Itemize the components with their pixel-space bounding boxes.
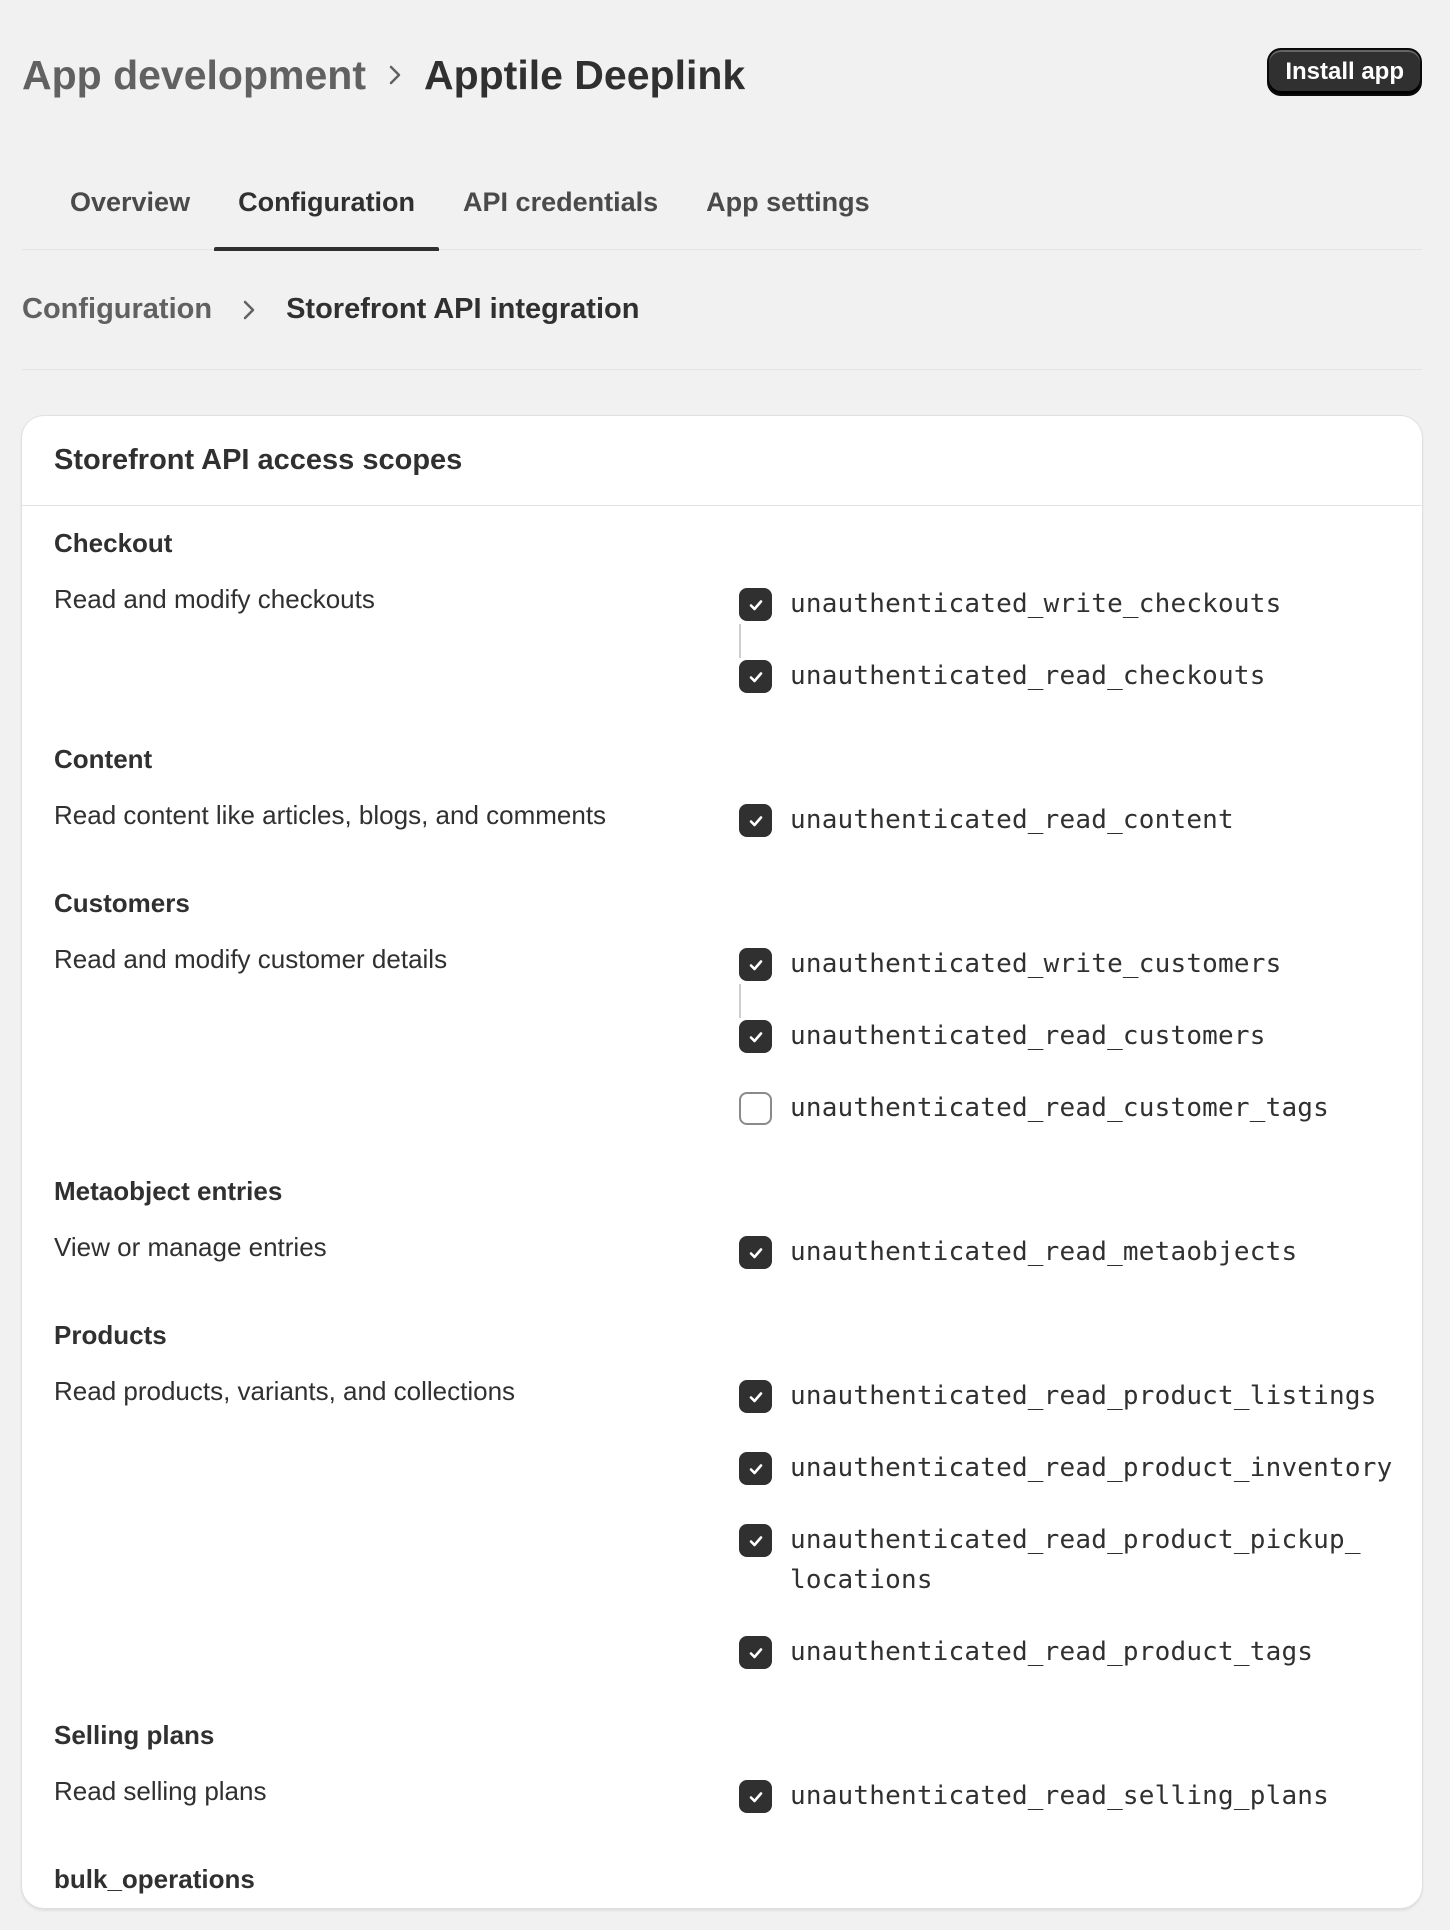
- chevron-right-icon: [366, 63, 424, 87]
- checkbox-checked[interactable]: [739, 1636, 772, 1669]
- scope-row[interactable]: [739, 1780, 1329, 1816]
- scope-name: unauthenticated_read_content: [790, 805, 1234, 835]
- scope-row[interactable]: [739, 1380, 1377, 1416]
- scope-row[interactable]: [739, 1020, 1266, 1056]
- section-description: Read selling plans: [54, 1776, 267, 1806]
- section-title: Products: [54, 1320, 167, 1350]
- scope-row[interactable]: [739, 588, 1281, 624]
- scope-row[interactable]: [739, 1452, 1392, 1488]
- tab-api-credentials[interactable]: API credentials: [463, 187, 659, 217]
- scope-name: unauthenticated_read_product_listings: [790, 1381, 1377, 1411]
- card-title: Storefront API access scopes: [22, 416, 1422, 506]
- checkbox-checked[interactable]: [739, 804, 772, 837]
- scope-name: unauthenticated_read_customer_tags: [790, 1093, 1330, 1123]
- checkbox-checked[interactable]: [739, 948, 772, 981]
- page-title: Apptile Deeplink: [423, 51, 746, 98]
- breadcrumb-configuration[interactable]: Configuration: [22, 293, 213, 325]
- scope-row[interactable]: [739, 660, 1266, 696]
- scope-name: unauthenticated_write_checkouts: [790, 589, 1282, 619]
- section-title: Selling plans: [54, 1720, 215, 1750]
- checkbox-checked[interactable]: [739, 1452, 772, 1485]
- access-scopes-card: [22, 416, 1422, 1908]
- section-title: Content: [54, 744, 153, 774]
- scope-name: unauthenticated_read_product_inventory: [790, 1453, 1393, 1483]
- scope-name: unauthenticated_read_selling_plans: [790, 1781, 1330, 1811]
- tab-configuration[interactable]: Configuration: [214, 160, 439, 250]
- section-description: Read products, variants, and collections: [54, 1376, 516, 1406]
- tab-bar: [22, 160, 1422, 250]
- subpage-title: Storefront API integration: [286, 293, 640, 325]
- section-title: bulk_operations: [54, 1864, 255, 1894]
- section-title: Customers: [54, 888, 190, 918]
- checkbox-checked[interactable]: [739, 1236, 772, 1269]
- tab-overview[interactable]: Overview: [70, 187, 191, 217]
- section-title: Checkout: [54, 528, 173, 558]
- scope-connector: [739, 624, 741, 658]
- scope-name: unauthenticated_read_product_tags: [790, 1637, 1314, 1667]
- scope-row[interactable]: [739, 1092, 1329, 1128]
- section-title: Metaobject entries: [54, 1176, 283, 1206]
- tab-app-settings[interactable]: App settings: [706, 187, 870, 217]
- section-description: Read and modify checkouts: [54, 584, 375, 614]
- scope-row[interactable]: [739, 948, 1281, 984]
- section-description: Read content like articles, blogs, and comments: [54, 800, 607, 830]
- install-app-button[interactable]: Install app: [1267, 48, 1422, 96]
- scope-name: unauthenticated_write_customers: [790, 949, 1282, 979]
- scope-name: unauthenticated_read_product_pickup_ locations: [790, 1525, 1361, 1595]
- scope-name: unauthenticated_read_customers: [790, 1021, 1266, 1051]
- sub-breadcrumb: [22, 250, 1422, 370]
- scope-row[interactable]: [739, 1636, 1313, 1672]
- checkbox-checked[interactable]: [739, 1524, 772, 1557]
- section-description: Read and modify customer details: [54, 944, 448, 974]
- scope-row[interactable]: [739, 804, 1234, 840]
- checkbox-checked[interactable]: [739, 1780, 772, 1813]
- checkbox-checked[interactable]: [739, 1380, 772, 1413]
- scope-row[interactable]: [739, 1236, 1297, 1272]
- checkbox-unchecked[interactable]: [739, 1092, 772, 1125]
- checkbox-checked[interactable]: [739, 660, 772, 693]
- scope-row[interactable]: [739, 1524, 1361, 1600]
- scope-name: unauthenticated_read_checkouts: [790, 661, 1266, 691]
- scope-connector: [739, 984, 741, 1018]
- chevron-right-icon: [212, 299, 286, 321]
- scope-name: unauthenticated_read_metaobjects: [790, 1237, 1298, 1267]
- checkbox-checked[interactable]: [739, 1020, 772, 1053]
- checkbox-checked[interactable]: [739, 588, 772, 621]
- breadcrumb-app-development[interactable]: App development: [22, 51, 366, 98]
- section-description: View or manage entries: [54, 1232, 327, 1262]
- page-header: [22, 45, 1422, 105]
